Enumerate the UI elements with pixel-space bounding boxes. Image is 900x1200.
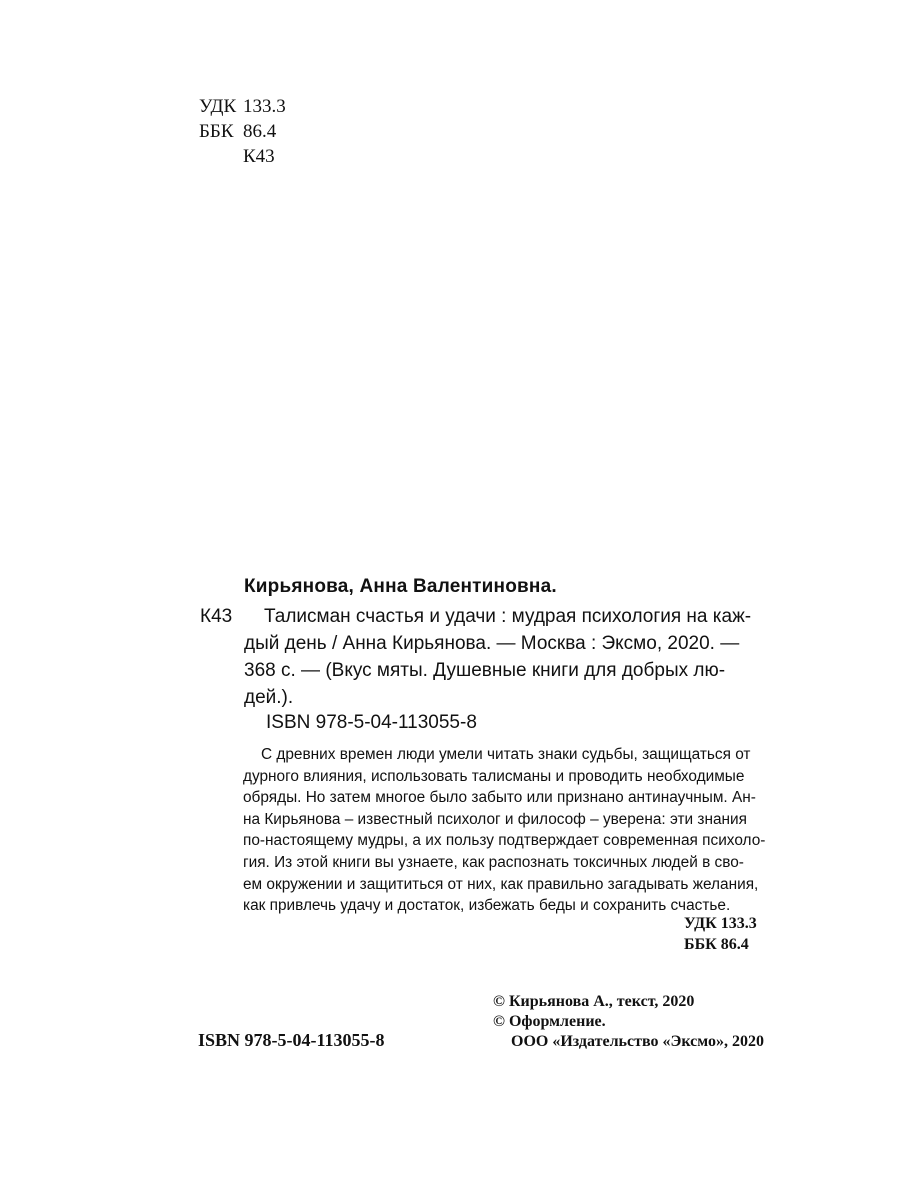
biblio-line: Талисман счастья и удачи : мудрая психология на каж-: [264, 606, 752, 627]
author-heading: Кирьянова, Анна Валентиновна.: [244, 576, 557, 597]
copyright-publisher-line: ООО «Издательство «Эксмо», 2020: [511, 1033, 764, 1050]
footer-isbn: ISBN 978-5-04-113055-8: [198, 1030, 385, 1050]
annotation-line: гия. Из этой книги вы узнаете, как распознать токсичных людей в сво-: [243, 853, 744, 871]
bbk-row: [199, 119, 286, 144]
card-author-mark: К43: [200, 606, 233, 627]
bibliographic-description: [244, 603, 764, 711]
udk-row: [199, 94, 286, 119]
biblio-line: 368 с. — (Вкус мяты. Душевные книги для добрых лю-: [244, 660, 726, 681]
classification-codes-right: [684, 913, 757, 955]
bbk-label: ББК: [199, 121, 234, 142]
biblio-line: дей.).: [244, 687, 294, 708]
annotation-line: по-настоящему мудры, а их пользу подтверждает современная психоло-: [243, 832, 766, 850]
copyright-text-line: © Кирьянова А., текст, 2020: [493, 993, 695, 1010]
annotation-line: на Кирьянова – известный психолог и философ – уверена: эти знания: [243, 810, 747, 828]
udk-label: УДК: [199, 96, 237, 117]
bbk-code: ББК 86.4: [684, 936, 749, 953]
author-mark-top: К43: [243, 146, 275, 167]
annotation-line: обряды. Но затем многое было забыто или признано антинаучным. Ан-: [243, 789, 756, 807]
author-mark-row: [199, 144, 286, 169]
udk-code: УДК 133.3: [684, 915, 757, 932]
annotation-line: ем окружении и защититься от них, как правильно загадывать желания,: [243, 875, 759, 893]
annotation-line: дурного влияния, использовать талисманы и проводить необходимые: [243, 767, 745, 785]
copyright-block: [493, 992, 764, 1052]
biblio-line: дый день / Анна Кирьянова. — Москва : Эксмо, 2020. —: [244, 633, 740, 654]
annotation: [243, 744, 769, 917]
copyright-design-line: © Оформление.: [493, 1013, 606, 1030]
annotation-line: как привлечь удачу и достаток, избежать беды и сохранить счастье.: [243, 897, 731, 915]
top-classification-codes: [199, 94, 286, 169]
bbk-value: 86.4: [243, 121, 277, 142]
card-isbn: ISBN 978-5-04-113055-8: [266, 712, 477, 733]
udk-value: 133.3: [243, 96, 286, 117]
annotation-line: С древних времен люди умели читать знаки судьбы, защищаться от: [261, 746, 751, 763]
